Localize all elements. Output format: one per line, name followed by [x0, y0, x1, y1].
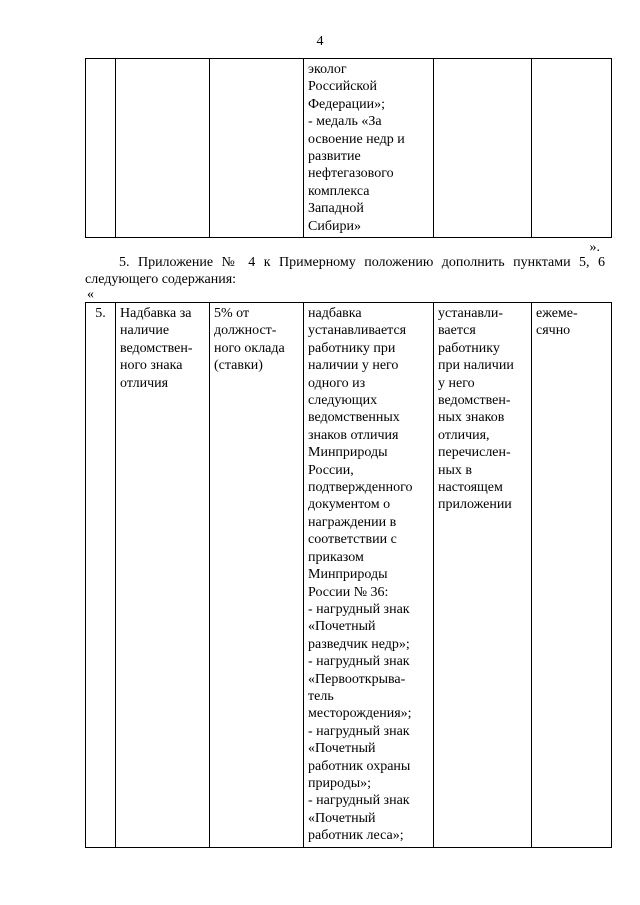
cell-line: «Почетный [308, 619, 376, 635]
cell-line: ных в [438, 462, 473, 478]
cell-line: 5% от [214, 306, 250, 321]
cell-line: подтвержденного [308, 480, 413, 496]
cell-line: документом о [308, 497, 391, 513]
cell-line: отличия [120, 375, 169, 391]
cell-line: Минприроды [308, 567, 388, 583]
cell-frequency [532, 59, 612, 238]
cell-line: Минприроды [308, 445, 388, 461]
cell-line: вается [438, 323, 476, 339]
cell-line: Федерации»; [308, 96, 386, 112]
table-row [86, 303, 612, 848]
cell-conditions [304, 59, 434, 238]
table-continuation [85, 58, 612, 238]
cell-line: ежеме- [536, 306, 578, 321]
cell-amount [210, 303, 304, 848]
cell-line: устанавливается [308, 323, 407, 339]
cell-line: России, [308, 462, 354, 478]
cell-line: надбавка [308, 306, 362, 321]
cell-procedure [434, 303, 532, 848]
closing-quote: ». [589, 240, 600, 255]
cell-conditions [304, 303, 434, 848]
cell-line: работник охраны [308, 758, 411, 774]
cell-line: у него [438, 375, 475, 391]
cell-line: ного знака [120, 358, 183, 374]
cell-line: соответствии с [308, 532, 397, 548]
cell-line: должност- [214, 323, 277, 339]
cell-line: ного оклада [214, 340, 285, 356]
cell-line: приказом [308, 549, 364, 565]
cell-num [86, 303, 116, 848]
cell-line: ведомствен- [438, 393, 511, 409]
cell-line: следующих [308, 393, 378, 409]
opening-quote: « [87, 287, 94, 302]
cell-line: Сибири» [308, 218, 361, 234]
cell-line: Российской [308, 79, 377, 95]
cell-line: комплекса [308, 183, 370, 199]
cell-line: «Почетный [308, 741, 376, 757]
cell-line: Западной [308, 201, 364, 217]
paragraph-line: 5. Приложение № 4 к Примерному положению дополнить пунктами 5, 6 [119, 255, 605, 270]
cell-line: - нагрудный знак [308, 601, 410, 617]
row-number: 5. [95, 306, 106, 321]
cell-line: отличия, [438, 427, 490, 443]
cell-line: работнику при [308, 340, 396, 356]
cell-name [116, 303, 210, 848]
cell-procedure [434, 59, 532, 238]
cell-name [116, 59, 210, 238]
cell-line: при наличии [438, 358, 514, 374]
paragraph-line: следующего содержания: [85, 272, 237, 287]
cell-line: ных знаков [438, 410, 505, 426]
cell-line: тель [308, 688, 334, 704]
cell-line: наличие [120, 323, 170, 339]
cell-line: работник леса»; [308, 828, 404, 844]
cell-line: (ставки) [214, 358, 263, 374]
cell-line: «Почетный [308, 810, 376, 826]
cell-line: нефтегазового [308, 166, 394, 182]
cell-line: эколог [308, 62, 347, 77]
cell-line: - нагрудный знак [308, 723, 410, 739]
table-row [86, 59, 612, 238]
page-number: 4 [316, 34, 324, 49]
cell-line: одного из [308, 375, 366, 391]
cell-line: «Первооткрыва- [308, 671, 406, 687]
cell-line: природы»; [308, 775, 371, 791]
cell-line: ведомственных [308, 410, 400, 426]
cell-line: России № 36: [308, 584, 389, 600]
cell-num [86, 59, 116, 238]
cell-line: устанавли- [438, 306, 503, 321]
cell-frequency [532, 303, 612, 848]
table-main [85, 302, 612, 848]
cell-line: - медаль «За [308, 114, 382, 130]
cell-line: развитие [308, 149, 361, 165]
cell-line: разведчик недр»; [308, 636, 410, 652]
cell-line: перечислен- [438, 445, 511, 461]
amendment-paragraph [85, 254, 605, 288]
cell-line: наличии у него [308, 358, 399, 374]
cell-line: награждении в [308, 514, 397, 530]
cell-line: месторождения»; [308, 706, 412, 722]
cell-line: освоение недр и [308, 131, 405, 147]
cell-line: - нагрудный знак [308, 654, 410, 670]
cell-line: Надбавка за [120, 306, 192, 321]
cell-line: знаков отличия [308, 427, 399, 443]
cell-line: работнику [438, 340, 500, 356]
cell-line: ведомствен- [120, 340, 193, 356]
cell-line: - нагрудный знак [308, 793, 410, 809]
cell-line: приложении [438, 497, 512, 513]
cell-line: сячно [536, 323, 571, 339]
cell-amount [210, 59, 304, 238]
cell-line: настоящем [438, 480, 503, 496]
